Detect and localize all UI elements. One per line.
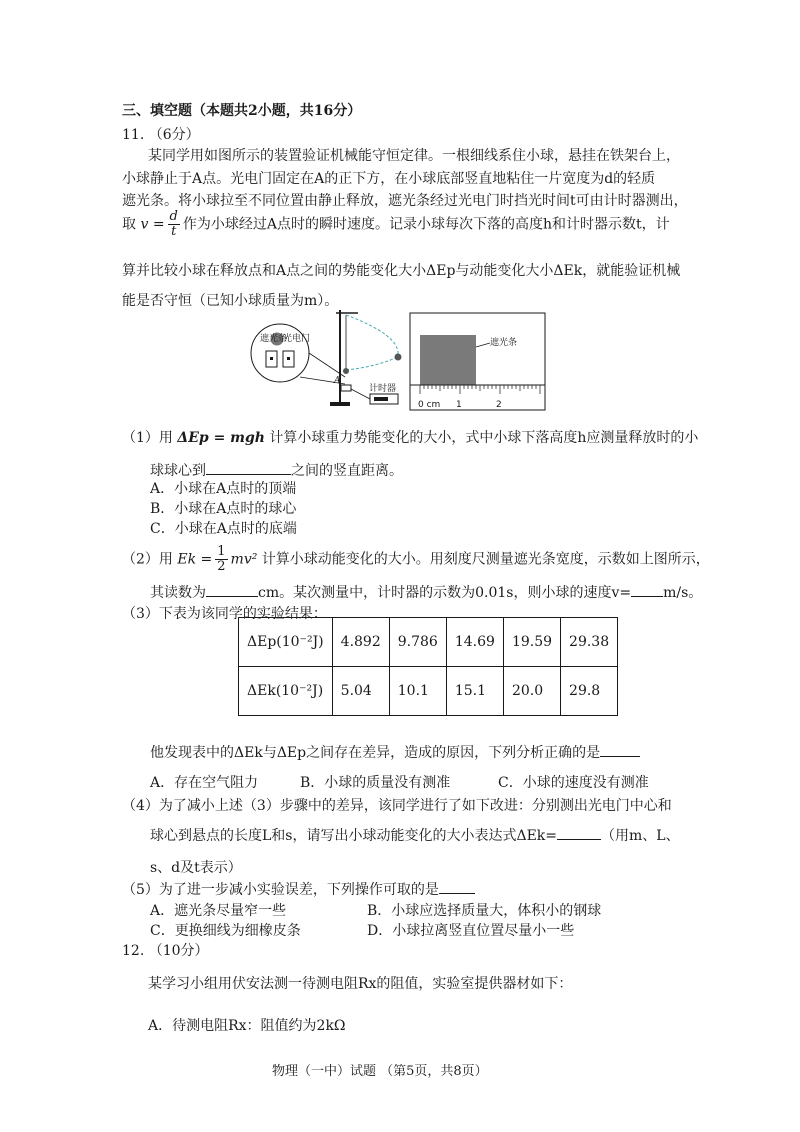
q11-intro-line5: 算并比较小球在释放点和A点之间的势能变化大小ΔEp与动能变化大小ΔEk，就能验证机械 — [122, 263, 681, 279]
p2-text-c: 其读数为 — [150, 585, 206, 601]
p5-text: （5）为了进一步减小实验误差，下列操作可取的是 — [122, 882, 439, 898]
p1-text-c: 球球心到 — [150, 463, 206, 479]
p2-fraction-denominator: 2 — [217, 559, 226, 574]
q11-points: （6分） — [148, 127, 200, 143]
q12-number: 12. — [122, 943, 145, 959]
p1-text-d: 之间的竖直距离。 — [291, 463, 403, 479]
p2-text-d: cm。某次测量中，计时器的示数为0.01s，则小球的速度v= — [258, 585, 632, 601]
table-cell: 29.38 — [561, 618, 618, 667]
table-cell: 20.0 — [503, 667, 560, 716]
p1-line2 — [150, 460, 403, 480]
p3-option-c[interactable]: C．小球的速度没有测准 — [498, 775, 649, 791]
q11-header — [122, 124, 200, 144]
p2-line1 — [122, 545, 710, 574]
intro-line4-rest: 作为小球经过A点时的瞬时速度。记录小球每次下落的高度h和计时器示数t，计 — [182, 216, 670, 233]
results-table — [238, 617, 618, 716]
section-title: 三、填空题（本题共2小题，共16分） — [122, 103, 362, 119]
p2-reading-blank[interactable] — [206, 584, 258, 597]
p3-answer-blank[interactable] — [600, 744, 640, 757]
p5-option-b[interactable]: B．小球应选择质量大，体积小的钢球 — [367, 903, 602, 919]
row1-header: ΔEp(10⁻²J) — [239, 618, 333, 667]
q11-number: 11. — [122, 127, 145, 143]
intro-take-text: 取 — [122, 216, 136, 233]
q11-intro-line2: 小球静止于A点。光电门固定在A的正下方，在小球底部竖直地粘住一片宽度为d的轻质 — [122, 171, 656, 187]
p1-option-a[interactable]: A．小球在A点时的顶端 — [150, 481, 297, 497]
table-cell: 19.59 — [503, 618, 560, 667]
label-photogate: 光电门 — [283, 334, 311, 344]
p4-line2 — [150, 825, 680, 845]
p2-velocity-blank[interactable] — [631, 584, 663, 597]
p5-option-c[interactable]: C．更换细线为细橡皮条 — [150, 923, 301, 939]
fraction-denominator: t — [171, 224, 177, 239]
ball-at-A-icon — [343, 368, 349, 374]
p1-option-c[interactable]: C．小球在A点时的底端 — [150, 521, 297, 537]
p2-intro: （2）用 — [122, 551, 173, 568]
label-point-A: A — [334, 376, 341, 386]
table-cell: 4.892 — [332, 618, 389, 667]
ruler-label-2: 2 — [496, 400, 502, 410]
p1-line1 — [122, 427, 698, 447]
p2-line2 — [150, 582, 702, 602]
shade-strip-rect — [420, 335, 476, 385]
q11-intro-line6: 能是否守恒（已知小球质量为m）。 — [122, 293, 339, 309]
p1-answer-blank[interactable] — [206, 462, 291, 475]
p4-line3: s、d及t表示） — [150, 860, 242, 876]
p2-half-fraction — [215, 545, 227, 574]
stand-base — [330, 402, 350, 406]
table-row — [239, 667, 618, 716]
q11-intro-line4 — [122, 210, 670, 239]
p2-text: 计算小球动能变化的大小。用刻度尺测量遮光条宽度，示数如上图所示， — [261, 551, 710, 568]
p3-question-text: 他发现表中的ΔEk与ΔEp之间存在差异，造成的原因，下列分析正确的是 — [150, 745, 601, 761]
q12-points: （10分） — [148, 943, 209, 959]
page-footer: 物理（一中）试题 （第5页，共8页） — [272, 1064, 488, 1079]
table-cell: 14.69 — [446, 618, 503, 667]
ball-released-icon — [395, 354, 402, 361]
p4-answer-blank[interactable] — [557, 827, 601, 840]
row2-header: ΔEk(10⁻²J) — [239, 667, 333, 716]
q11-intro-line1: 某同学用如图所示的装置验证机械能守恒定律。一根细线系住小球，悬挂在铁架台上， — [148, 148, 680, 164]
p1-intro: （1）用 — [122, 430, 173, 446]
p4-text-b: 球心到悬点的长度L和s，请写出小球动能变化的大小表达式ΔEk= — [150, 828, 558, 844]
p2-text-e: m/s。 — [663, 585, 703, 601]
ruler-label-0: 0 cm — [418, 400, 441, 410]
label-shade-strip: 遮光条 — [260, 334, 288, 344]
p4-line1: （4）为了减小上述（3）步骤中的差异，该同学进行了如下改进：分别测出光电门中心和 — [122, 798, 672, 814]
p2-ek-symbol: Ek = — [177, 551, 213, 568]
ruler-label-1: 1 — [456, 400, 462, 410]
p4-text-c: （用m、L、 — [601, 828, 680, 844]
fraction-numerator: d — [169, 209, 178, 224]
p1-text: 计算小球重力势能变化的大小，式中小球下落高度h应测量释放时的小 — [269, 430, 699, 446]
velocity-symbol: v = — [140, 216, 165, 233]
p5-line — [122, 879, 475, 899]
table-cell: 29.8 — [561, 667, 618, 716]
table-cell: 15.1 — [446, 667, 503, 716]
p5-option-a[interactable]: A．遮光条尽量窄一些 — [150, 903, 287, 919]
p3-option-b[interactable]: B．小球的质量没有测准 — [300, 775, 451, 791]
label-strip: 遮光条 — [490, 338, 518, 348]
q11-intro-line3: 遮光条。将小球拉至不同位置由静止释放，遮光条经过光电门时挡光时间t可由计时器测出， — [122, 193, 688, 209]
p1-formula: ΔEp = mgh — [177, 430, 265, 446]
p3-option-a[interactable]: A．存在空气阻力 — [150, 775, 259, 791]
p2-fraction-numerator: 1 — [217, 544, 226, 559]
p3-question — [150, 742, 640, 762]
q12-option-a: A．待测电阻Rx：阻值约为2kΩ — [148, 1018, 346, 1034]
p5-option-d[interactable]: D．小球拉离竖直位置尽量小一些 — [367, 923, 575, 939]
p5-answer-blank[interactable] — [439, 881, 475, 894]
inset-circle — [251, 324, 309, 382]
p1-option-b[interactable]: B．小球在A点时的球心 — [150, 501, 297, 517]
q12-intro: 某学习小组用伏安法测一待测电阻Rx的阻值，实验室提供器材如下： — [148, 976, 573, 992]
velocity-fraction — [168, 210, 180, 239]
table-row — [239, 618, 618, 667]
apparatus-figure — [250, 305, 550, 413]
table-cell: 10.1 — [389, 667, 446, 716]
p3-line: （3）下表为该同学的实验结果： — [122, 606, 327, 622]
q12-header — [122, 940, 209, 960]
label-timer: 计时器 — [369, 384, 397, 394]
table-cell: 9.786 — [389, 618, 446, 667]
table-cell: 5.04 — [332, 667, 389, 716]
swing-arc — [346, 315, 398, 355]
p2-mv-term: mv² — [230, 551, 258, 568]
